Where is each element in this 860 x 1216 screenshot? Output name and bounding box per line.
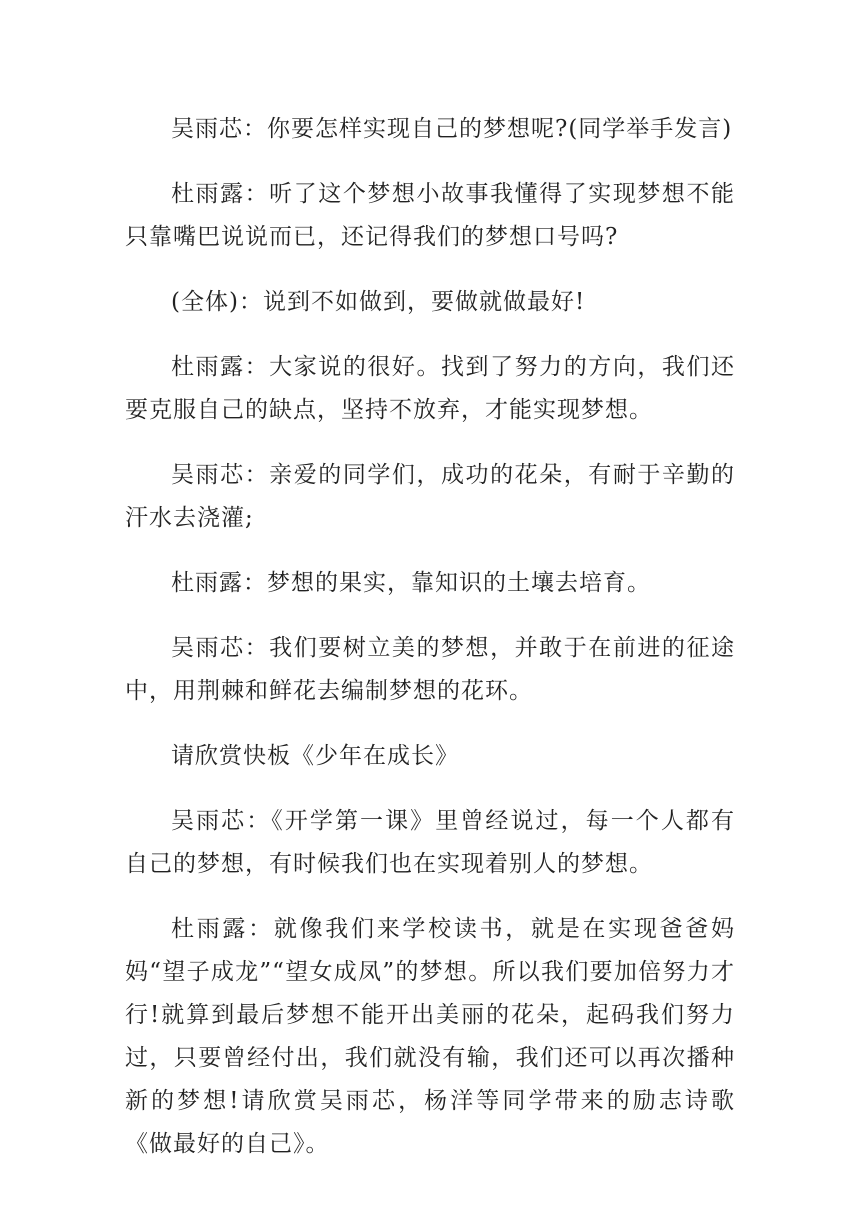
- paragraph: 杜雨露：就像我们来学校读书，就是在实现爸爸妈妈“望子成龙”“望女成凤”的梦想。所以我们要加倍努力才行!就算到最后梦想不能开出美丽的花朵，起码我们努力过，只要曾经付出，我们就没有输，我们还可以再次播种新的梦想!请欣赏吴雨芯，杨洋等同学带来的励志诗歌《做最好的自己》。: [125, 916, 735, 1157]
- document-body: [125, 108, 735, 1188]
- paragraph: 吴雨芯：亲爱的同学们，成功的花朵，有耐于辛勤的汗水去浇灌;: [125, 462, 735, 531]
- paragraph: 吴雨芯：你要怎样实现自己的梦想呢?(同学举手发言): [171, 116, 733, 142]
- paragraph: 杜雨露：大家说的很好。找到了努力的方向，我们还要克服自己的缺点，坚持不放弃，才能实现梦想。: [125, 354, 735, 423]
- paragraph: 吴雨芯：《开学第一课》里曾经说过，每一个人都有自己的梦想，有时候我们也在实现着别人的梦想。: [125, 808, 735, 877]
- paragraph: 杜雨露：听了这个梦想小故事我懂得了实现梦想不能只靠嘴巴说说而已，还记得我们的梦想口号吗?: [125, 181, 735, 250]
- paragraph: 吴雨芯：我们要树立美的梦想，并敢于在前进的征途中，用荆棘和鲜花去编制梦想的花环。: [125, 635, 735, 704]
- paragraph: 杜雨露：梦想的果实，靠知识的土壤去培育。: [171, 570, 651, 596]
- paragraph: (全体)：说到不如做到，要做就做最好!: [171, 289, 586, 315]
- paragraph: 请欣赏快板《少年在成长》: [171, 743, 459, 769]
